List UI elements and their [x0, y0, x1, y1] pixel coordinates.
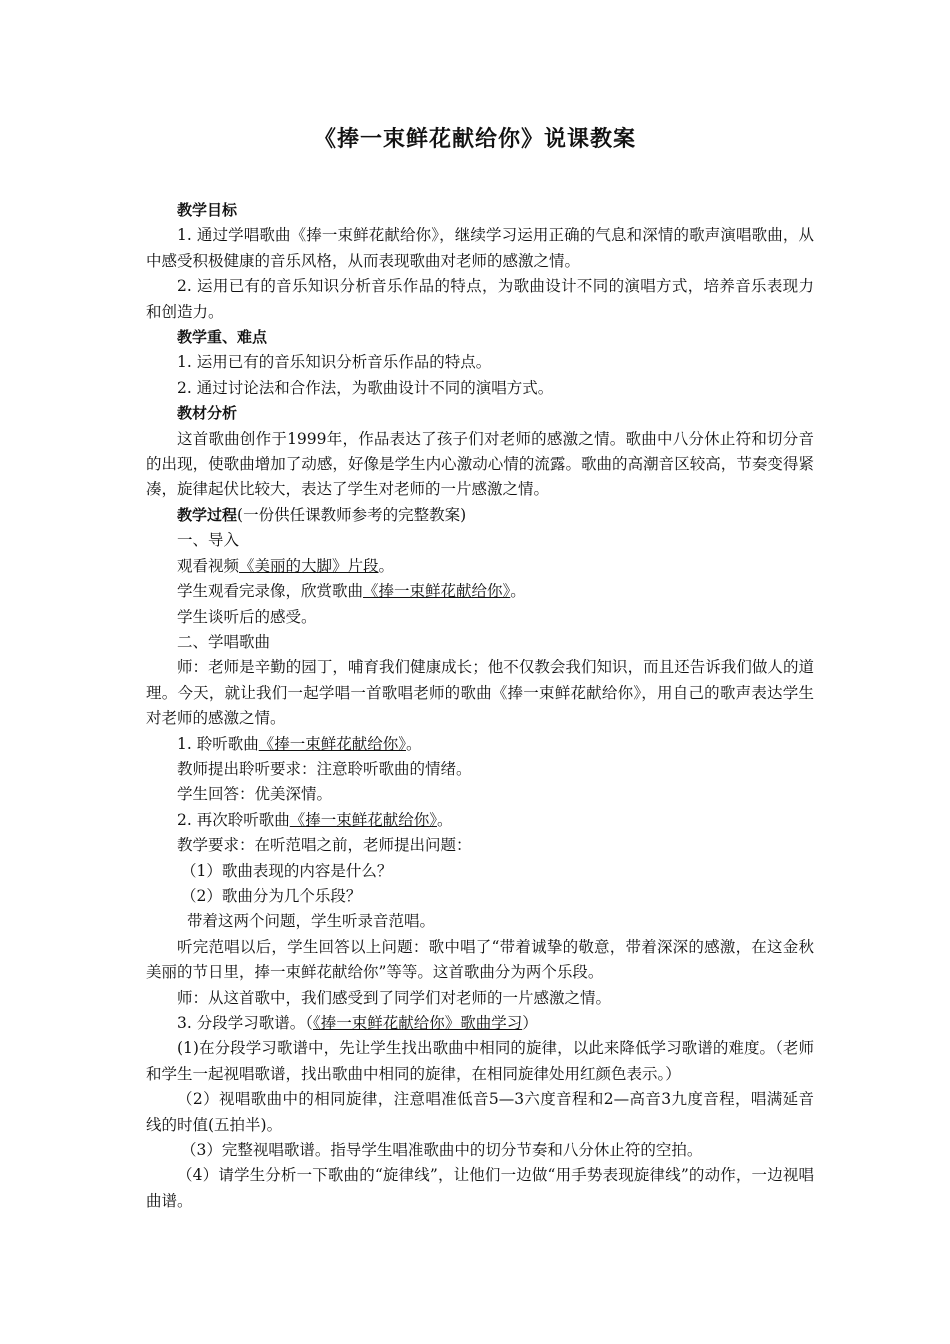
step-3: [146, 1011, 814, 1036]
step-paragraph: 听完范唱以后，学生回答以上问题：歌中唱了“带着诚挚的敬意，带着深深的感激，在这金秋美丽的节日里，捧一束鲜花献给你”等等。这首歌曲分为两个乐段。: [146, 937, 814, 982]
step-paragraph: （4）请学生分析一下歌曲的“旋律线”，让他们一边做“用手势表现旋律线”的动作，一边视唱曲谱。: [146, 1166, 814, 1210]
subsection-intro: 一、导入: [177, 531, 240, 550]
step-paragraph: (1)在分段学习歌谱中，先让学生找出歌曲中相同的旋律，以此来降低学习歌谱的难度。（老师和学生一起视唱歌谱，找出歌曲中相同的旋律，在相同旋律处用红颜色表示。）: [146, 1039, 814, 1083]
step-punct: 。: [405, 734, 422, 753]
step-text: 1. 聆听歌曲: [177, 734, 259, 753]
step-punct: 。: [436, 810, 453, 829]
song-link[interactable]: 《捧一束鲜花献给你》: [258, 734, 406, 753]
section-heading-analysis: 教材分析: [177, 404, 238, 423]
section-heading-goals: 教学目标: [177, 201, 238, 219]
step-line: 学生回答：优美深情。: [177, 785, 333, 804]
intro-line-text: 观看视频: [177, 556, 240, 575]
process-heading-text: 教学过程: [177, 505, 238, 524]
song-link[interactable]: 《捧一束鲜花献给你》: [289, 810, 437, 829]
question-item: （2）歌曲分为几个乐段？: [181, 886, 362, 905]
key-point-item: 2. 通过讨论法和合作法，为歌曲设计不同的演唱方式。: [177, 378, 554, 397]
intro-line: 学生谈听后的感受。: [177, 607, 317, 626]
intro-line-punct: 。: [378, 556, 395, 575]
goal-item: 1. 通过学唱歌曲《捧一束鲜花献给你》，继续学习运用正确的气息和深情的歌声演唱歌曲，从中感受积极健康的音乐风格，从而表现歌曲对老师的感激之情。: [146, 226, 814, 270]
song-study-link[interactable]: 《捧一束鲜花献给你》歌曲学习: [312, 1014, 523, 1032]
intro-line: [146, 554, 814, 579]
analysis-paragraph: 这首歌曲创作于1999年，作品表达了孩子们对老师的感激之情。歌曲中八分休止符和切分音的出现，使歌曲增加了动感，好像是学生内心激动心情的流露。歌曲的高潮音区较高，节奏变得紧凑，旋律起伏比较大，表达了学生对老师的一片感激之情。: [146, 429, 814, 499]
video-link[interactable]: 《美丽的大脚》片段: [239, 556, 379, 575]
step-paragraph: （2）视唱歌曲中的相同旋律，注意唱准低音5—3六度音程和2—高音3九度音程，唱满延音线的时值(五拍半)。: [146, 1090, 814, 1134]
subsection-learn-song: 二、学唱歌曲: [177, 632, 271, 651]
step-text: 2. 再次聆听歌曲: [177, 810, 290, 829]
section-heading-key-points: 教学重、难点: [177, 328, 268, 347]
goal-item: 2. 运用已有的音乐知识分析音乐作品的特点，为歌曲设计不同的演唱方式，培养音乐表现力和创造力。: [146, 277, 814, 321]
step-punct: ）: [522, 1014, 538, 1032]
step-1: [146, 732, 814, 757]
teacher-speech: 师：老师是辛勤的园丁，哺育我们健康成长；他不仅教会我们知识，而且还告诉我们做人的道理。今天，就让我们一起学唱一首歌唱老师的歌曲《捧一束鲜花献给你》，用自己的歌声表达学生对老师的感激之情。: [146, 658, 814, 728]
step-line: 带着这两个问题，学生听录音范唱。: [187, 912, 436, 931]
step-text: 3. 分段学习歌谱。（: [177, 1014, 313, 1032]
key-point-item: 1. 运用已有的音乐知识分析音乐作品的特点。: [177, 353, 492, 372]
step-paragraph: 师：从这首歌中，我们感受到了同学们对老师的一片感激之情。: [177, 988, 612, 1007]
step-2: [146, 808, 814, 833]
step-line: 教师提出聆听要求：注意聆听歌曲的情绪。: [177, 759, 472, 778]
page-title: 《捧一束鲜花献给你》说课教案: [313, 127, 636, 152]
step-line: 教学要求：在听范唱之前，老师提出问题：: [177, 836, 472, 855]
intro-line-text: 学生观看完录像，欣赏歌曲: [177, 582, 364, 601]
step-paragraph: （3）完整视唱歌谱。指导学生唱准歌曲中的切分节奏和八分休止符的空拍。: [181, 1141, 703, 1160]
process-heading-note: (一份供任课教师参考的完整教案): [237, 505, 467, 524]
intro-line: [146, 579, 814, 604]
question-item: （1）歌曲表现的内容是什么？: [181, 861, 393, 880]
song-link[interactable]: 《捧一束鲜花献给你》: [363, 582, 511, 601]
intro-line-punct: 。: [510, 582, 526, 601]
document-body: [146, 198, 814, 1214]
section-heading-process: [146, 503, 814, 528]
